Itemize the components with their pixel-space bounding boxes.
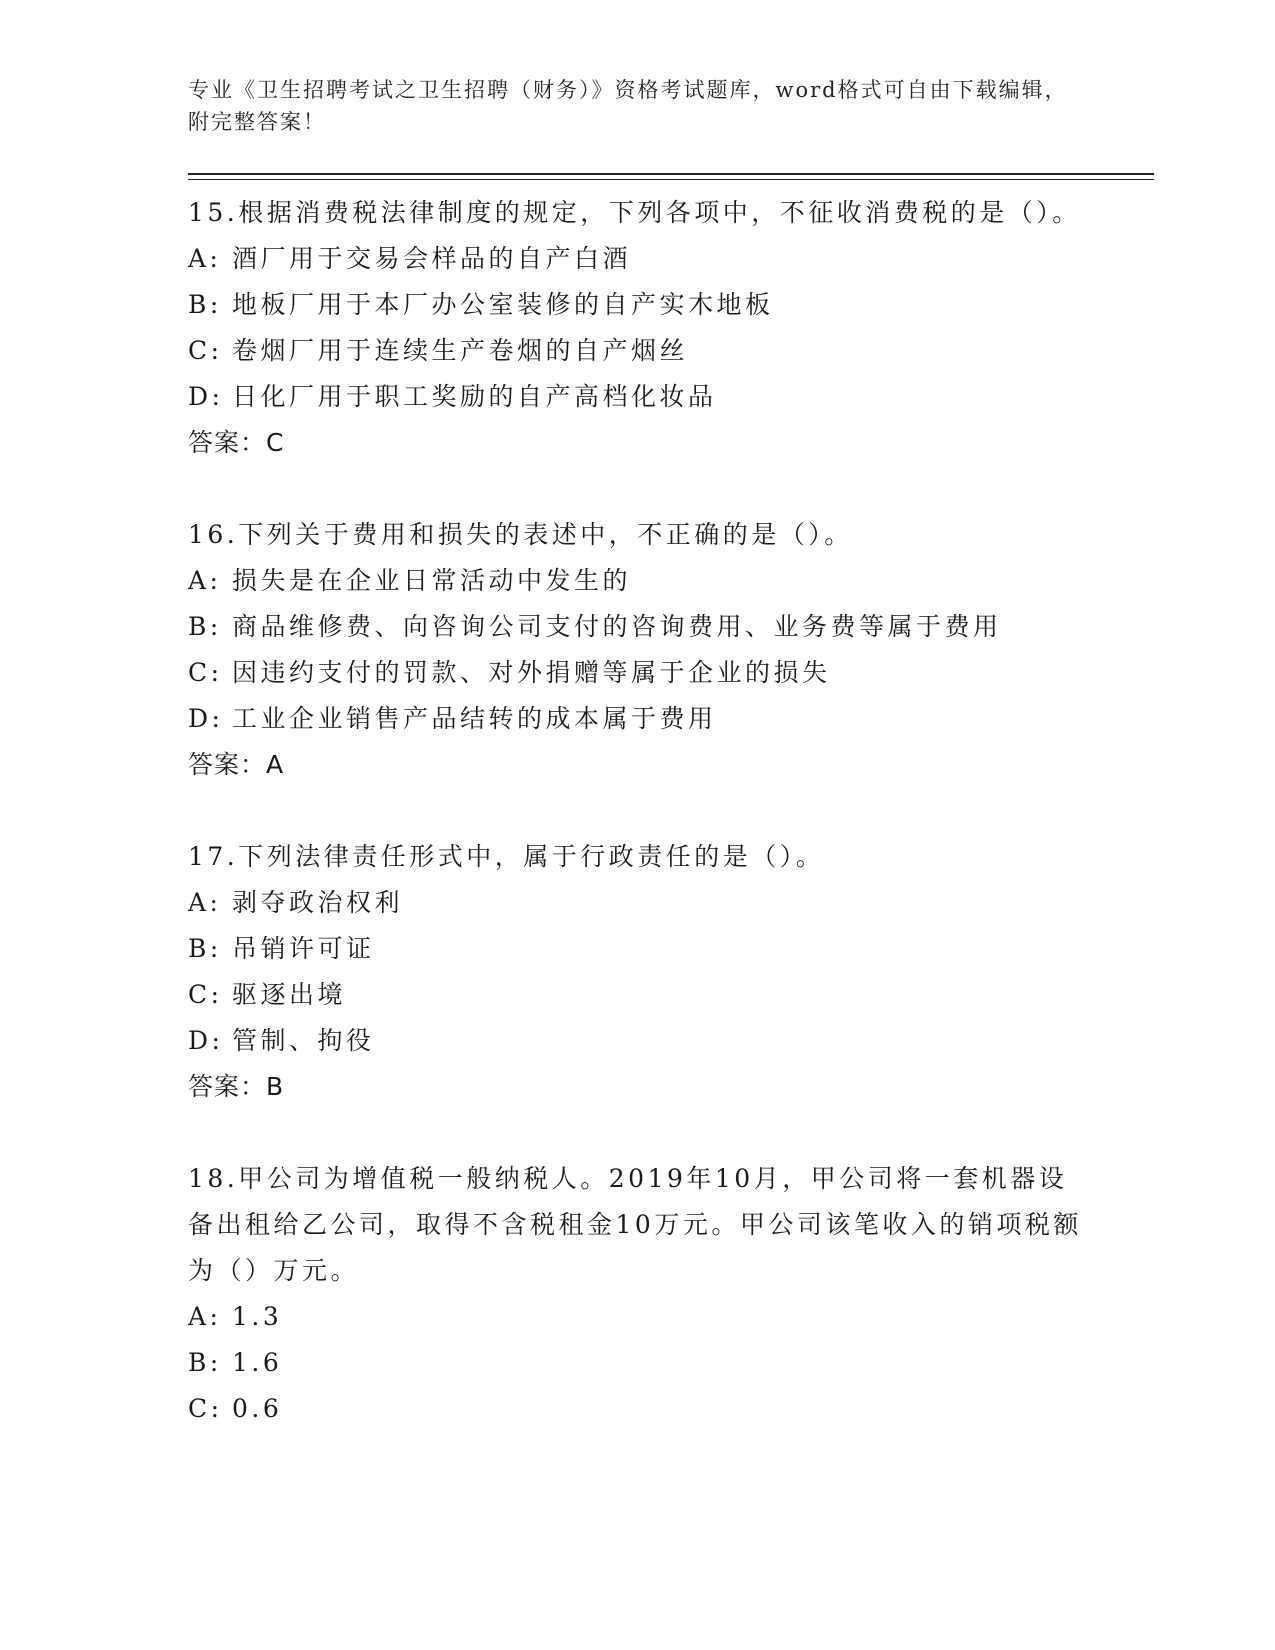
question-stem: 16.下列关于费用和损失的表述中，不正确的是（）。 — [188, 520, 853, 549]
option-text: 管制、拘役 — [232, 1026, 375, 1055]
spacer — [188, 466, 1088, 512]
option-key: D: — [188, 704, 224, 733]
question-stem: 18.甲公司为增值税一般纳税人。2019年10月，甲公司将一套机器设备出租给乙公司，取得不含税租金10万元。甲公司该笔收入的销项税额为（）万元。 — [188, 1164, 1082, 1285]
question-stem: 17.下列法律责任形式中，属于行政责任的是（）。 — [188, 842, 825, 871]
option-key: D: — [188, 382, 224, 411]
option-text: 卷烟厂用于连续生产卷烟的自产烟丝 — [232, 336, 689, 365]
option-key: C: — [188, 658, 223, 687]
spacer — [188, 788, 1088, 834]
option-b — [188, 604, 1088, 650]
spacer — [188, 1110, 1088, 1156]
option-text: 驱逐出境 — [232, 980, 347, 1009]
option-a — [188, 880, 1088, 926]
option-c — [188, 1386, 1088, 1432]
header-rule-thin — [188, 179, 1154, 180]
option-text: 损失是在企业日常活动中发生的 — [232, 566, 632, 595]
option-text: 因违约支付的罚款、对外捐赠等属于企业的损失 — [232, 658, 831, 687]
answer-line: 答案：A — [188, 750, 285, 779]
option-text: 吊销许可证 — [232, 934, 375, 963]
option-b — [188, 926, 1088, 972]
question-list — [188, 190, 1088, 1432]
question-16 — [188, 512, 1088, 788]
option-d — [188, 696, 1088, 742]
option-key: A: — [188, 244, 222, 273]
option-key: A: — [188, 1302, 222, 1331]
question-18 — [188, 1156, 1088, 1432]
option-text: 1.6 — [232, 1348, 283, 1377]
header-rule-thick — [188, 173, 1154, 175]
question-stem: 15.根据消费税法律制度的规定，下列各项中，不征收消费税的是（）。 — [188, 198, 1081, 227]
option-text: 商品维修费、向咨询公司支付的咨询费用、业务费等属于费用 — [232, 612, 1002, 641]
option-d — [188, 1018, 1088, 1064]
option-key: C: — [188, 980, 223, 1009]
option-b — [188, 1340, 1088, 1386]
question-15 — [188, 190, 1088, 466]
option-text: 地板厂用于本厂办公室装修的自产实木地板 — [232, 290, 774, 319]
option-key: C: — [188, 336, 223, 365]
answer-line: 答案：C — [188, 428, 285, 457]
option-text: 1.3 — [232, 1302, 283, 1331]
option-text: 剥夺政治权利 — [232, 888, 404, 917]
option-key: B: — [188, 934, 222, 963]
option-c — [188, 650, 1088, 696]
option-key: A: — [188, 888, 222, 917]
option-key: C: — [188, 1394, 223, 1423]
option-text: 0.6 — [232, 1394, 283, 1423]
option-key: D: — [188, 1026, 224, 1055]
option-key: B: — [188, 1348, 222, 1377]
option-text: 日化厂用于职工奖励的自产高档化妆品 — [232, 382, 717, 411]
option-a — [188, 558, 1088, 604]
option-text: 酒厂用于交易会样品的自产白酒 — [232, 244, 632, 273]
answer-line: 答案：B — [188, 1072, 285, 1101]
option-d — [188, 374, 1088, 420]
document-header: 专业《卫生招聘考试之卫生招聘（财务）》资格考试题库，word格式可自由下载编辑，附完整答案！ — [188, 78, 1068, 134]
question-17 — [188, 834, 1088, 1110]
option-a — [188, 236, 1088, 282]
option-b — [188, 282, 1088, 328]
option-c — [188, 972, 1088, 1018]
option-key: A: — [188, 566, 222, 595]
option-key: B: — [188, 290, 222, 319]
option-a — [188, 1294, 1088, 1340]
option-c — [188, 328, 1088, 374]
option-text: 工业企业销售产品结转的成本属于费用 — [232, 704, 717, 733]
option-key: B: — [188, 612, 222, 641]
